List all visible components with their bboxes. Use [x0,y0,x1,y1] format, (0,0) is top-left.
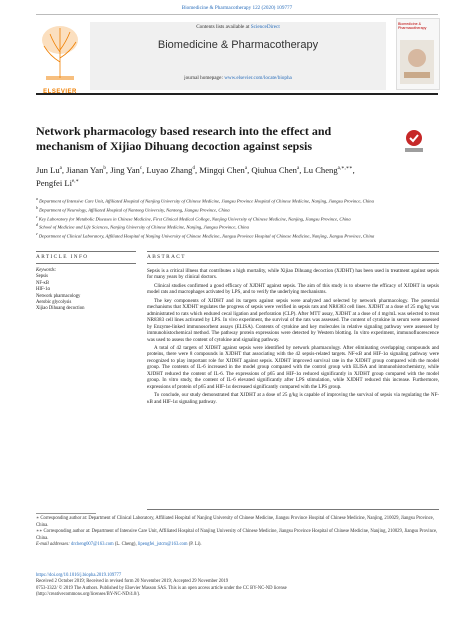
copyright-line: 0753-3322/ © 2019 The Authors. Published by Elsevier Masson SAS. This is an open access article under the CC BY-NC-ND license [36,585,287,591]
abstract-heading: ABSTRACT [147,254,186,260]
author-affil-mark: e,∗ [72,178,79,184]
elsevier-tree-logo [36,18,84,86]
article-info-rule-bottom [36,263,136,264]
journal-name: Biomedicine & Pharmacotherapy [157,39,319,51]
author-name[interactable]: Qiuhua Chen [251,164,297,175]
keyword-item: HIF-1α [36,287,50,293]
footnotes [36,516,438,549]
sciencedirect-link[interactable]: ScienceDirect [250,24,280,30]
affiliation-text: Key Laboratory for Metabolic Diseases in Chinese Medicine, First Clinical Medical College, Nanjing University of Chinese Medicine, Nanjing, Jiangsu Province, China [38,216,351,222]
abstract-paragraph: To conclude, our study demonstrated that XJDHT at a dose of 25 g/kg is capable of improving the survival of sepsis via regulating the NF-κB and HIF-1α signaling pathway. [147,392,439,405]
affiliation-item [36,205,436,214]
abstract-paragraph: The key components of XJDHT and its targets against sepsis were analyzed and selected by network pharmacology. The potential mechanisms that XJDHT regulates the progress of sepsis were verified in sepsis rats and NR8383 cell lines. XJDHT at a dose of 25 mg/kg was administrated to rats which endured cecal ligation and perforation (CLP). After MTT assay, XJDHT at a dose of 4 mg/mL was selected to treat NR8383 cell lines activated by LPS. In vivo experiment, the survival of the rats was assessed. The content of cytokine in serum were assessed by Enzyme-linked immunosorbent assays (ELISA). Contents of cytokine and key molecules in relative signaling pathway were assessed by immunohistochemical method. The pathway protein expressions were detected by Western blotting. In vitro experiment, immunofluorescence was used to assess the content of cytokine and signaling pathway. [147,297,439,343]
keyword-item: Sepsis [36,274,48,280]
homepage-prefix: journal homepage: [184,75,225,81]
affiliation-mark: e [36,232,38,237]
author-affil-mark: a [296,166,300,171]
abstract-paragraph: Clinical studies confirmed a good efficacy of XJDHT against sepsis. The aim of this study is to observe the efficacy of XJDHT in sepsis model rats and macrophages activated by LPS, and to verify the underlying mechanisms. [147,282,439,296]
email-link[interactable]: drcheng007@163.com [70,542,114,547]
affiliation-item [36,196,436,205]
affiliation-item [36,231,436,240]
license-link[interactable]: (http://creativecommons.org/licenses/BY-NC-ND/4.0/). [36,592,141,598]
keyword-item: Network pharmacology [36,293,81,299]
keywords-list [36,268,136,313]
author-affil-mark: c [139,166,143,171]
publication-info [36,573,438,599]
abstract-rule-bottom [147,263,439,264]
article-info-rule-top [36,251,136,252]
article-info-heading: ARTICLE INFO [36,254,89,260]
affiliation-text: Department of Clinical Laboratory, Affiliated Hospital of Nanjing University of Chinese Medicine, Jiangsu Province Hospital of Chinese Medicine, Nanjing, Jiangsu Province, China [38,233,375,239]
cover-graphic [400,40,434,84]
journal-homepage-line [90,75,386,81]
abstract-end-rule [147,509,439,510]
email-line [36,542,438,549]
abstract-paragraph: Sepsis is a critical illness that contributes a high mortality, while Xijiao Dihuang decoction (XJDHT) has been used in treatment against sepsis for many years by clinical doctors. [147,268,439,281]
author-name[interactable]: Luyao Zhang [146,164,193,175]
email-owner: (P. Li). [187,542,202,547]
corresponding-author-note: ∗∗ Corresponding author at: Department of Intensive Care Unit, Affiliated Hospital of Nanjing University of Chinese Medicine, Jiangsu Province Hospital of Chinese Medicine, Nanjing, 210029, Jiangsu Province, China. [36,529,438,541]
author-name[interactable]: Lu Cheng [303,164,338,175]
affiliation-item [36,222,436,231]
email-owner: (L. Cheng), [113,542,138,547]
affiliation-text: Department of Neurology, Affiliated Hospital of Nantong University, Nantong, Jiangsu Province, China [39,207,230,213]
author-name[interactable]: Jing Yan [110,164,140,175]
article-title: Network pharmacology based research into the effect and mechanism of Xijiao Dihuang decoction against sepsis [36,124,332,153]
check-for-updates-icon[interactable] [402,128,426,154]
author-name[interactable]: Pengfei Li [36,177,73,188]
keyword-item: Aerobic glycolysis [36,300,72,306]
email-link[interactable]: lipengfei_jstcm@163.com [137,542,188,547]
journal-cover-title: Biomedicine & Pharmacotherapy [398,22,427,31]
footnote-separator [36,513,96,514]
journal-reference[interactable]: Biomedicine & Pharmacotherapy 122 (2020) 109777 [181,5,293,11]
abstract-paragraph: A total of 42 targets of XJDHT against sepsis were identified by network pharmacology. After eliminating overlapping compounds and proteins, there were 8 compounds in XJDHT that associating with the 42 sepsis-related targets. NF-κB and HIF-1α signaling pathway were recognized to play important role for XJDHT against sepsis. XJDHT improved survival rate in the XJDHT group compared with the model group. The contents of IL-6 increased in the model group compared with the control group with ELISA and immunohistochemistry, while XJDHT reduced the content of IL-6. The expressions of p65 and HIF-1α reduced significantly in XJDHT group compared with the model group. In vitro study, the content of IL-6 elevated significantly after LPS stimulation, while XJDHT reduced this increase. Furthermore, expressions of protein of p65 and HIF-1α decreased significantly compared with the LPS group. [147,344,439,390]
elsevier-wordmark: ELSEVIER [43,89,77,95]
contents-prefix: Contents lists available at [196,24,251,30]
abstract-rule-top [147,251,439,252]
abstract-body [147,268,439,407]
keyword-item: Xijiao Dihuang decoction [36,306,85,312]
author-name[interactable]: Mingqi Chen [199,164,245,175]
affiliation-mark: b [36,205,38,210]
affiliations [36,196,436,240]
keywords-label: Keywords: [36,268,57,273]
email-label: E-mail addresses: [36,542,71,547]
affiliation-mark: a [36,197,38,201]
affiliation-mark: d [36,223,38,228]
contents-line [90,24,386,30]
author-name[interactable]: Jun Lu [36,164,60,175]
affiliation-mark: c [36,214,38,219]
author-affil-mark: a,∗,∗∗ [337,166,353,171]
author-affil-mark: b [103,166,106,171]
doi-link[interactable]: https://doi.org/10.1016/j.biopha.2019.109777 [36,573,122,578]
affiliation-text: Department of Intensive Care Unit, Affiliated Hospital of Nanjing University of Chinese Medicine, Jiangsu Province Hospital of Chinese Medicine, Nanjing, Jiangsu Province, China [39,198,374,204]
received-dates: Received 2 October 2019; Received in revised form 20 November 2019; Accepted 29 November 2019 [36,579,229,585]
author-list: Jun Lu$^a$, Jianan Yan$^b$, Jing Yan$^c$, Luyao Zhang$^d$, Mingqi Chen$^a$, Qiuhua Chen$^a$, Lu Cheng$^{a,∗,∗∗}$, Pengfei $Li^{e,∗}$ [36,164,355,188]
affiliation-text: School of Medicine and Life Sciences, Nanjing University of Chinese Medicine, Nanjing, Jiangsu Province, China [39,225,249,231]
author-affil-mark: a [59,166,62,171]
author-affil-mark: a [244,166,248,171]
author-affil-mark: d [192,166,195,171]
keyword-item: NF-κB [36,280,50,286]
corresponding-author-note: ∗ Corresponding author at: Department of Clinical Laboratory, Affiliated Hospital of Nanjing University of Chinese Medicine, Jiangsu Province Hospital of Chinese Medicine, Nanjing, 210029, Jiangsu Province, China. [36,516,434,528]
journal-homepage-link[interactable]: www.elsevier.com/locate/biopha [224,75,292,81]
affiliation-item [36,214,436,223]
author-name[interactable]: Jianan Yan [66,164,104,175]
